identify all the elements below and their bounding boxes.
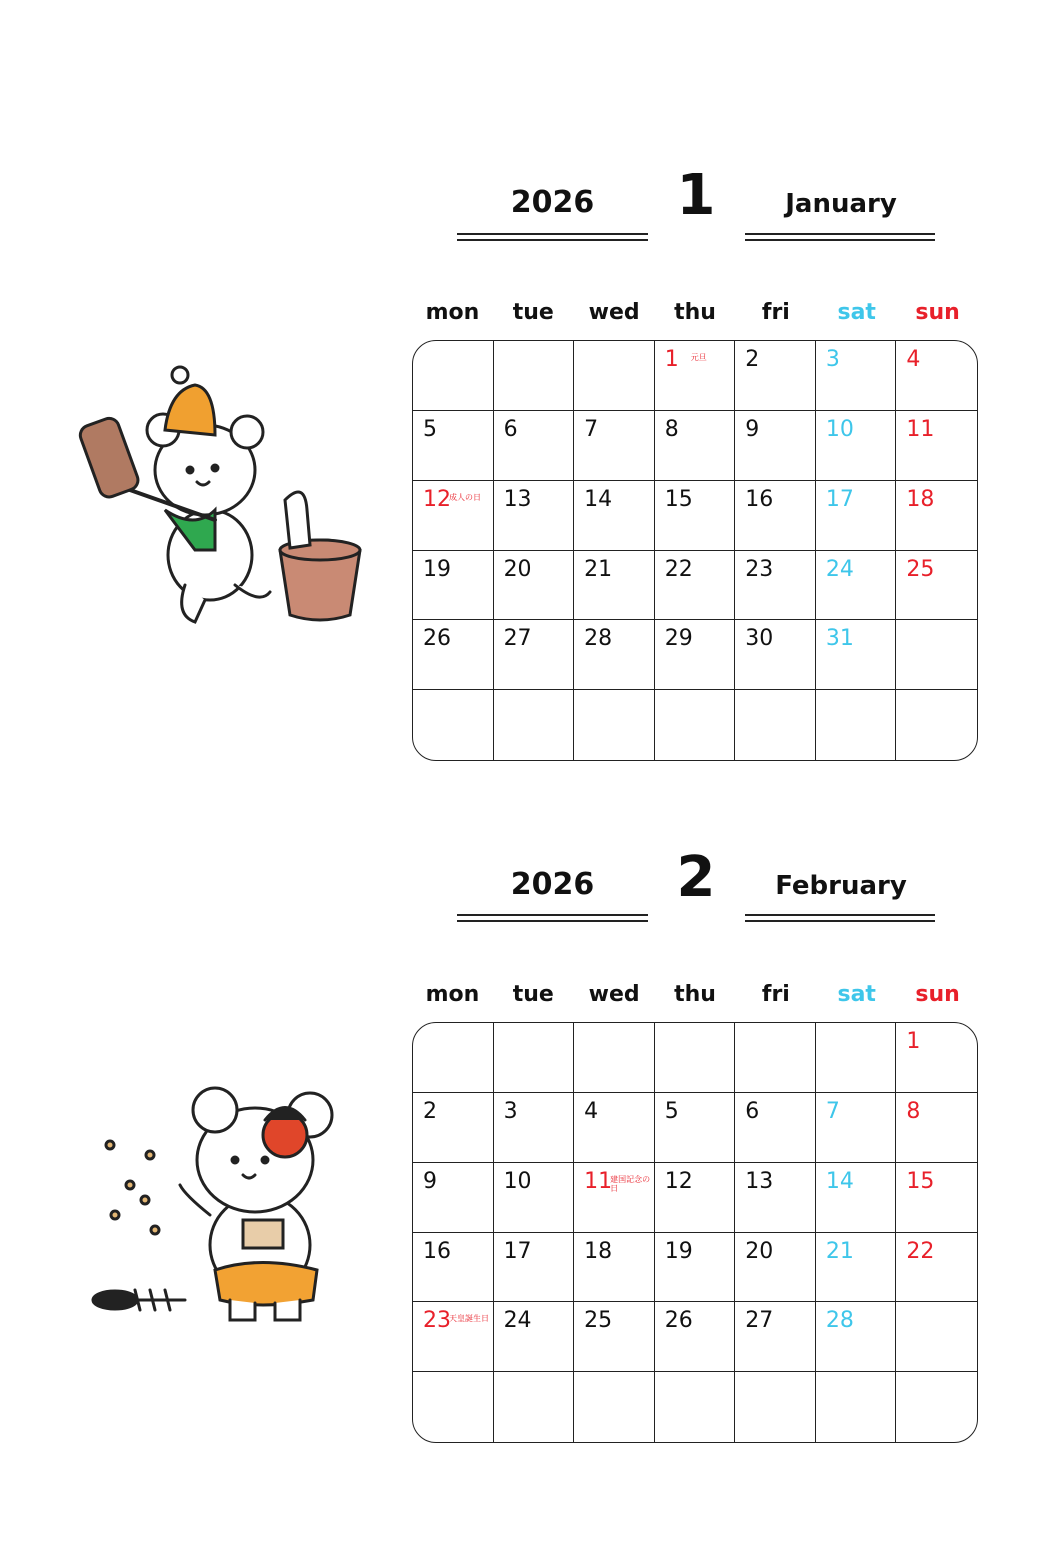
day-cell-16 [413,1233,494,1303]
weekday-sun: sun [915,300,960,325]
day-number: 21 [825,1238,854,1264]
day-number: 7 [825,1098,840,1124]
weekday-sun: sun [915,982,960,1007]
day-cell-6 [494,411,575,481]
day-number: 6 [503,416,518,442]
day-number: 3 [825,347,840,372]
day-cell-11 [574,1163,655,1233]
day-number: 23 [423,1308,451,1334]
calendar-grid [412,340,978,761]
bear-throwing-beans-illustration [85,1075,345,1325]
year-underline [457,914,648,922]
day-number: 6 [745,1098,760,1124]
day-cell-18 [896,481,977,551]
day-number: 12 [664,1168,693,1194]
day-number: 27 [503,626,532,652]
day-number: 1 [664,347,679,372]
empty-cell [494,690,575,760]
day-cell-13 [494,481,575,551]
day-cell-27 [735,1302,816,1372]
day-cell-1 [896,1023,977,1093]
day-cell-29 [655,620,736,690]
weekday-sat: sat [837,982,876,1007]
day-number: 5 [664,1098,679,1124]
month-underline [745,233,935,241]
day-number: 10 [503,1168,532,1194]
day-number: 16 [745,486,774,512]
day-number: 9 [423,1168,437,1194]
day-cell-12 [413,481,494,551]
day-number: 4 [584,1098,599,1124]
weekday-wed: wed [588,300,640,325]
day-cell-17 [816,481,897,551]
empty-cell [494,1023,575,1093]
day-number: 15 [906,1168,935,1194]
empty-cell [413,1023,494,1093]
day-number: 12 [423,486,451,512]
holiday-label: 建国記念の日 [610,1174,651,1193]
empty-cell [816,1023,897,1093]
day-number: 13 [745,1168,774,1194]
day-cell-17 [494,1233,575,1303]
empty-cell [896,690,977,760]
day-cell-4 [574,1093,655,1163]
day-number: 29 [664,626,693,652]
day-cell-20 [494,551,575,621]
empty-cell [574,1372,655,1442]
day-cell-22 [896,1233,977,1303]
weekday-sat: sat [837,300,876,325]
bear-pounding-mochi-illustration [75,360,365,630]
day-cell-15 [896,1163,977,1233]
day-number: 18 [584,1238,613,1264]
day-cell-28 [574,620,655,690]
year-underline [457,233,648,241]
empty-cell [413,341,494,411]
day-cell-19 [413,551,494,621]
day-number: 26 [423,626,451,652]
day-number: 1 [906,1029,921,1054]
day-number: 16 [423,1238,451,1264]
day-number: 25 [584,1308,613,1334]
day-cell-24 [816,551,897,621]
day-cell-28 [816,1302,897,1372]
empty-cell [413,1372,494,1442]
day-cell-12 [655,1163,736,1233]
weekday-fri: fri [761,300,790,325]
holiday-label: 成人の日 [449,492,481,502]
calendar-grid [412,1022,978,1443]
day-cell-14 [574,481,655,551]
day-cell-9 [735,411,816,481]
day-cell-4 [896,341,977,411]
day-number: 28 [825,1308,854,1334]
empty-cell [896,1372,977,1442]
empty-cell [413,690,494,760]
day-number: 9 [745,416,760,442]
day-number: 2 [423,1098,437,1124]
day-cell-3 [494,1093,575,1163]
day-number: 11 [584,1168,613,1194]
holiday-label: 元旦 [690,353,707,362]
day-cell-5 [413,411,494,481]
day-number: 24 [503,1308,532,1334]
day-cell-8 [655,411,736,481]
day-cell-3 [816,341,897,411]
day-cell-25 [896,551,977,621]
month-underline [745,914,935,922]
weekday-thu: thu [674,300,716,325]
month-number: 1 [676,163,716,228]
empty-cell [655,1023,736,1093]
day-number: 22 [664,556,693,582]
weekday-tue: tue [512,982,554,1007]
empty-cell [735,690,816,760]
day-cell-25 [574,1302,655,1372]
year-label: 2026 [510,185,595,220]
empty-cell [574,1023,655,1093]
day-cell-23 [413,1302,494,1372]
day-cell-24 [494,1302,575,1372]
day-cell-27 [494,620,575,690]
empty-cell [494,1372,575,1442]
day-number: 19 [664,1238,693,1264]
day-cell-18 [574,1233,655,1303]
day-number: 11 [906,416,935,442]
day-cell-13 [735,1163,816,1233]
day-number: 20 [503,556,532,582]
day-cell-14 [816,1163,897,1233]
day-cell-10 [494,1163,575,1233]
day-number: 28 [584,626,613,652]
empty-cell [816,1372,897,1442]
day-number: 10 [825,416,854,442]
weekday-mon: mon [425,300,480,325]
year-label: 2026 [510,867,595,902]
day-number: 5 [423,416,437,442]
empty-cell [896,620,977,690]
empty-cell [896,1302,977,1372]
day-cell-26 [655,1302,736,1372]
month-name: January [785,189,897,219]
day-cell-1 [655,341,736,411]
empty-cell [735,1023,816,1093]
holiday-label: 天皇誕生日 [449,1314,489,1324]
weekday-header [412,300,978,325]
day-number: 4 [906,347,921,372]
month-number: 2 [676,845,716,910]
day-number: 30 [745,626,774,652]
day-cell-2 [413,1093,494,1163]
day-number: 20 [745,1238,774,1264]
day-cell-16 [735,481,816,551]
empty-cell [574,690,655,760]
empty-cell [655,690,736,760]
day-number: 8 [906,1098,921,1124]
empty-cell [655,1372,736,1442]
day-cell-6 [735,1093,816,1163]
day-number: 8 [664,416,679,442]
day-number: 31 [825,626,854,652]
day-cell-31 [816,620,897,690]
day-number: 14 [584,486,613,512]
day-number: 13 [503,486,532,512]
day-cell-2 [735,341,816,411]
day-cell-11 [896,411,977,481]
day-cell-8 [896,1093,977,1163]
day-cell-20 [735,1233,816,1303]
empty-cell [735,1372,816,1442]
weekday-wed: wed [588,982,640,1007]
day-number: 22 [906,1238,935,1264]
day-number: 17 [825,486,854,512]
day-number: 18 [906,486,935,512]
day-cell-15 [655,481,736,551]
weekday-tue: tue [512,300,554,325]
weekday-thu: thu [674,982,716,1007]
day-cell-30 [735,620,816,690]
day-number: 2 [745,347,760,372]
day-cell-9 [413,1163,494,1233]
day-cell-21 [574,551,655,621]
day-number: 14 [825,1168,854,1194]
weekday-mon: mon [425,982,480,1007]
day-number: 26 [664,1308,693,1334]
day-cell-21 [816,1233,897,1303]
weekday-fri: fri [761,982,790,1007]
month-name: February [775,871,907,901]
day-number: 3 [503,1098,518,1124]
day-number: 21 [584,556,613,582]
day-number: 19 [423,556,451,582]
empty-cell [494,341,575,411]
day-number: 17 [503,1238,532,1264]
day-number: 15 [664,486,693,512]
day-cell-22 [655,551,736,621]
day-cell-5 [655,1093,736,1163]
day-cell-26 [413,620,494,690]
day-cell-10 [816,411,897,481]
day-cell-23 [735,551,816,621]
day-number: 24 [825,556,854,582]
empty-cell [574,341,655,411]
day-number: 25 [906,556,935,582]
empty-cell [816,690,897,760]
day-cell-19 [655,1233,736,1303]
day-number: 23 [745,556,774,582]
day-number: 27 [745,1308,774,1334]
day-cell-7 [816,1093,897,1163]
day-number: 7 [584,416,599,442]
day-cell-7 [574,411,655,481]
weekday-header [412,982,978,1007]
